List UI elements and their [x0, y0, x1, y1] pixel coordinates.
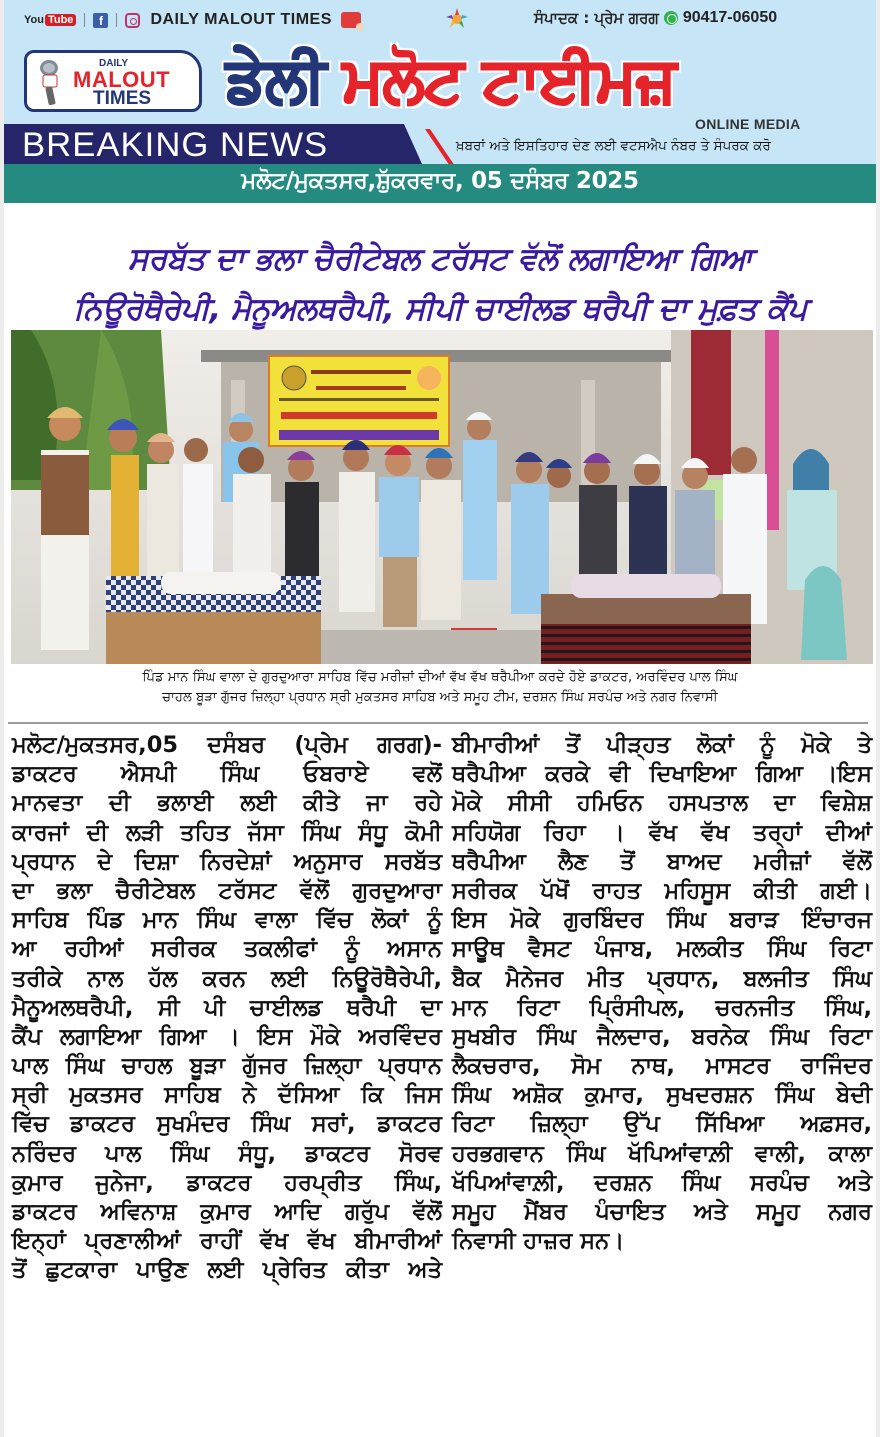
article-headline: [4, 234, 876, 334]
microphone-icon: [37, 59, 67, 107]
body-line: ਮਲੋਟ/ਮੁਕਤਸਰ,05 ਦਸੰਬਰ (ਪ੍ਰੇਮ ਗਰਗ)-: [12, 732, 442, 758]
body-line: ਨਰਿੰਦਰ ਪਾਲ ਸਿੰਘ ਸੰਧੂ, ਡਾਕਟਰ ਸੋਰਵ: [12, 1140, 442, 1167]
body-line: ਕੁਮਾਰ ਜੁਨੇਜਾ, ਡਾਕਟਰ ਹਰਪ੍ਰੀਤ ਸਿੰਘ,: [12, 1169, 442, 1196]
body-line: ਸਾਊਥ ਵੈਸਟ ਪੰਜਾਬ, ਮਲਕੀਤ ਸਿੰਘ ਰਿਟਾ: [452, 936, 872, 963]
article-column-right: [452, 731, 872, 1256]
click-hand-icon: [341, 12, 361, 28]
logo-malout: MALOUT: [73, 67, 171, 92]
body-line: ਬੀਮਾਰੀਆਂ ਤੋਂ ਪੀੜ੍ਹਤ ਲੋਕਾਂ ਨੂੰ ਮੋਕੇ ਤੇ: [452, 732, 872, 758]
social-bar: [24, 10, 361, 30]
whatsapp-icon: [664, 11, 678, 25]
body-line: ਸ੍ਰੀ ਮੁਕਤਸਰ ਸਾਹਿਬ ਨੇ ਦੱਸਿਆ ਕਿ ਜਿਸ: [12, 1082, 442, 1109]
photo-caption: [4, 668, 876, 708]
editor-contact: [534, 9, 777, 27]
masthead-title: [226, 40, 675, 120]
body-line: ਮਾਨ ਰਿਟਾ ਪ੍ਰਿੰਸੀਪਲ, ਚਰਨਜੀਤ ਸਿੰਘ,: [452, 994, 872, 1021]
caption-line: ਪਿੰਡ ਮਾਨ ਸਿੰਘ ਵਾਲਾ ਦੇ ਗੁਰਦੁਆਰਾ ਸਾਹਿਬ ਵਿੱਚ ਮਰੀਜ਼ਾਂ ਦੀਆਂ ਵੱਖ ਵੱਖ ਥਰੈਪੀਆ ਕਰਦੇ ਹੋਏ ਡਾਕਟਰ, ਅਰਵਿੰਦਰ ਪਾਲ ਸਿੰਘ: [142, 670, 738, 685]
youtube-icon[interactable]: [24, 14, 76, 26]
article-column-left: [12, 731, 442, 1286]
body-line: ਮੋਕੇ ਸੀਸੀ ਹਮਿਓਨ ਹਸਪਤਾਲ ਦਾ ਵਿਸ਼ੇਸ਼: [452, 790, 872, 817]
date-bar: [4, 164, 876, 203]
divider: [116, 13, 117, 27]
body-line: ਆ ਰਹੀਆਂ ਸਰੀਰਕ ਤਕਲੀਫਾਂ ਨੂੰ ਅਸਾਨ: [12, 936, 442, 963]
body-line: ਪ੍ਰਧਾਨ ਦੇ ਦਿਸ਼ਾ ਨਿਰਦੇਸ਼ਾਂ ਅਨੁਸਾਰ ਸਰਬੱਤ: [12, 848, 442, 875]
brand-logo[interactable]: [24, 50, 202, 112]
body-line: ਲੈਕਚਰਾਰ, ਸੋਮ ਨਾਥ, ਮਾਸਟਰ ਰਾਜਿੰਦਰ: [452, 1053, 872, 1080]
body-line: ਕੈਂਪ ਲਗਾਇਆ ਗਿਆ । ਇਸ ਮੌਕੇ ਅਰਵਿੰਦਰ: [12, 1023, 442, 1050]
body-line: ਨਿਵਾਸੀ ਹਾਜ਼ਰ ਸਨ।: [452, 1228, 625, 1255]
body-line: ਖੱਪਿਆਂਵਾਲ਼ੀ, ਦਰਸ਼ਨ ਸਿੰਘ ਸਰਪੰਚ ਅਤੇ: [452, 1169, 872, 1196]
divider: [84, 13, 85, 27]
headline-line: ਨਿਊਰੋਥੈਰੇਪੀ, ਮੈਨੂਅਲਥਰੈਪੀ, ਸੀਪੀ ਚਾਈਲਡ ਥਰੈਪੀ ਦਾ ਮੁਫ਼ਤ ਕੈਂਪ: [73, 291, 807, 327]
body-line: ਸਮੂਹ ਮੈਂਬਰ ਪੰਚਾਇਤ ਅਤੇ ਸਮੂਹ ਨਗਰ: [452, 1199, 872, 1225]
body-line: ਥਰੈਪੀਆ ਲੈਣ ਤੋਂ ਬਾਅਦ ਮਰੀਜ਼ਾਂ ਵੱਲੋਂ: [452, 848, 872, 875]
brand-name-small: DAILY MALOUT TIMES: [150, 11, 332, 28]
breaking-news-label: BREAKING NEWS: [22, 126, 329, 164]
body-line: ਕਾਰਜਾਂ ਦੀ ਲੜੀ ਤਹਿਤ ਜੱਸਾ ਸਿੰਘ ਸੰਧੂ ਕੋਮੀ: [12, 819, 442, 846]
news-page: [4, 0, 876, 1437]
online-media-label: ONLINE MEDIA: [695, 116, 801, 132]
body-line: ਬੈਕ ਮੈਨੇਜਰ ਮੀਤ ਪ੍ਰਧਾਨ, ਬਲਜੀਤ ਸਿੰਘ: [452, 965, 872, 992]
red-slash-accent: [425, 129, 456, 167]
body-line: ਪਾਲ ਸਿੰਘ ਚਾਹਲ ਬੂੜਾ ਗੁੱਜਰ ਜ਼ਿਲ੍ਹਾ ਪ੍ਰਧਾਨ: [12, 1053, 442, 1080]
body-line: ਸੁਖਬੀਰ ਸਿੰਘ ਜੈਲਦਾਰ, ਬਰਨੇਕ ਸਿੰਘ ਰਿਟਾ: [452, 1023, 872, 1050]
title-word-daily: ਡੇਲੀ: [226, 43, 325, 116]
body-line: ਸਾਹਿਬ ਪਿੰਡ ਮਾਨ ਸਿੰਘ ਵਾਲਾ ਵਿੱਚ ਲੋਕਾਂ ਨੂੰ: [12, 907, 442, 934]
whatsapp-contact-message: ਖ਼ਬਰਾਂ ਅਤੇ ਇਸ਼ਤਿਹਾਰ ਦੇਣ ਲਈ ਵਟਸਐਪ ਨੰਬਰ ਤੇ ਸੰਪਰਕ ਕਰੋ: [456, 138, 771, 154]
body-line: ਡਾਕਟਰ ਐਸਪੀ ਸਿੰਘ ਓਬਰਾਏ ਵਲੋਂ: [12, 761, 442, 788]
body-line: ਤਰੀਕੇ ਨਾਲ ਹੱਲ ਕਰਨ ਲਈ ਨਿਊਰੋਥੈਰੇਪੀ,: [12, 965, 442, 992]
phone-number[interactable]: 90417-06050: [682, 9, 778, 26]
section-divider: [8, 722, 868, 724]
body-line: ਡਾਕਟਰ ਅਵਿਨਾਸ਼ ਕੁਮਾਰ ਆਦਿ ਗਰੁੱਪ ਵੱਲੋਂ: [12, 1199, 442, 1225]
logo-daily: DAILY: [99, 58, 129, 69]
logo-times: TIMES: [93, 88, 152, 109]
body-line: ਸਰੀਰਕ ਪੱਖੋਂ ਰਾਹਤ ਮਹਿਸੂਸ ਕੀਤੀ ਗਈ।: [452, 877, 872, 904]
title-word-malout-times: ਮਲੋਟ ਟਾਈਮਜ਼: [342, 43, 676, 116]
headline-line: ਸਰਬੱਤ ਦਾ ਭਲਾ ਚੈਰੀਟੇਬਲ ਟਰੱਸਟ ਵੱਲੋਂ ਲਗਾਇਆ ਗਿਆ: [127, 241, 753, 277]
body-line: ਰਿਟਾ ਜ਼ਿਲ੍ਹਾ ਉੱਪ ਸਿੱਖਿਆ ਅਫ਼ਸਰ,: [452, 1111, 872, 1138]
body-line: ਤੋਂ ਛੁਟਕਾਰਾ ਪਾਉਣ ਲਈ ਪ੍ਰੇਰਿਤ ਕੀਤਾ ਅਤੇ: [12, 1257, 442, 1284]
body-line: ਦਾ ਭਲਾ ਚੈਰੀਟੇਬਲ ਟਰੱਸਟ ਵੱਲੋਂ ਗੁਰਦੁਆਰਾ: [12, 877, 442, 904]
body-line: ਵਿੱਚ ਡਾਕਟਰ ਸੁਖਮੰਦਰ ਸਿੰਘ ਸਰਾਂ, ਡਾਕਟਰ: [12, 1111, 442, 1138]
lotus-logo-icon: [444, 7, 470, 31]
body-line: ਸਹਿਯੋਗ ਰਿਹਾ । ਵੱਖ ਵੱਖ ਤਰ੍ਹਾਂ ਦੀਆਂ: [452, 819, 872, 846]
body-line: ਇਸ ਮੋਕੇ ਗੁਰਬਿੰਦਰ ਸਿੰਘ ਬਰਾੜ ਇੰਚਾਰਜ: [452, 907, 872, 934]
body-line: ਮੈਨੂਅਲਥਰੈਪੀ, ਸੀ ਪੀ ਚਾਈਲਡ ਥਰੈਪੀ ਦਾ: [12, 994, 442, 1021]
body-line: ਮਾਨਵਤਾ ਦੀ ਭਲਾਈ ਲਈ ਕੀਤੇ ਜਾ ਰਹੇ: [12, 790, 442, 817]
body-line: ਹਰਭਗਵਾਨ ਸਿੰਘ ਖੱਪਿਆਂਵਾਲ਼ੀ ਵਾਲੀ, ਕਾਲਾ: [452, 1140, 872, 1167]
article-photo: [11, 330, 873, 664]
youtube-tube-text: Tube: [45, 14, 76, 26]
body-line: ਥਰੈਪੀਆ ਕਰਕੇ ਵੀ ਦਿਖਾਇਆ ਗਿਆ ।ਇਸ: [452, 761, 872, 788]
masthead-banner: [4, 0, 876, 203]
dateline: ਮਲੋਟ/ਮੁਕਤਸਰ,ਸ਼ੁੱਕਰਵਾਰ, 05 ਦਸੰਬਰ 2025: [241, 168, 639, 194]
body-line: ਇਨ੍ਹਾਂ ਪ੍ਰਣਾਲੀਆਂ ਰਾਹੀਂ ਵੱਖ ਵੱਖ ਬੀਮਾਰੀਆਂ: [12, 1228, 442, 1255]
youtube-you-text: You: [24, 14, 44, 26]
body-line: ਸਿੰਘ ਅਸ਼ੋਕ ਕੁਮਾਰ, ਸੁਖਦਰਸ਼ਨ ਸਿੰਘ ਬੇਦੀ: [452, 1082, 872, 1109]
caption-line: ਚਾਹਲ ਬੂੜਾ ਗੁੱਜਰ ਜ਼ਿਲ੍ਹਾ ਪ੍ਰਧਾਨ ਸ੍ਰੀ ਮੁਕਤਸਰ ਸਾਹਿਬ ਅਤੇ ਸਮੂਹ ਟੀਮ, ਦਰਸ਼ਨ ਸਿੰਘ ਸਰਪੰਚ ਅਤੇ ਨਗਰ ਨਿਵਾਸੀ: [162, 690, 718, 705]
editor-label: ਸੰਪਾਦਕ : ਪ੍ਰੇਮ ਗਰਗ: [534, 9, 659, 27]
instagram-icon[interactable]: [125, 13, 140, 28]
facebook-icon[interactable]: f: [93, 13, 108, 28]
